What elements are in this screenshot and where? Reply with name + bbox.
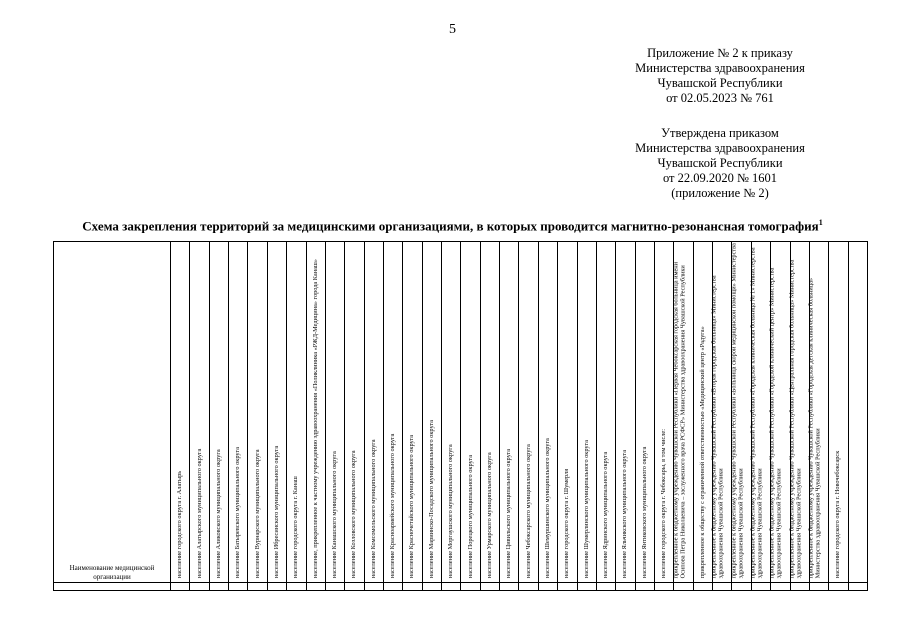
table-cell xyxy=(306,583,325,591)
table-cell xyxy=(616,583,635,591)
column-header-cell xyxy=(229,242,248,583)
page-number: 5 xyxy=(449,22,456,37)
table-cell xyxy=(229,583,248,591)
column-header-text: население Порецкого муниципального округа xyxy=(466,454,474,578)
column-header-text: население Ибресинского муниципального округа xyxy=(272,445,280,578)
column-header-cell xyxy=(171,242,190,583)
table-cell xyxy=(829,583,848,591)
column-header-text: население Аликовского муниципального округа xyxy=(214,449,222,578)
column-header-text: прикрепленное к бюджетному учреждению Чувашской Республики «Центральная городская больница» Министерства здравоохранения Чувашской Республики xyxy=(788,259,803,578)
column-header-cell xyxy=(674,242,693,583)
column-header-text: население Цивильского муниципального округа xyxy=(505,448,513,578)
territory-assignment-table xyxy=(53,241,868,591)
table-cell xyxy=(654,583,673,591)
column-header-text: население Красноармейского муниципального округа xyxy=(388,433,396,578)
table-cell xyxy=(500,583,519,591)
column-header-text: население городского округа г. Канаш xyxy=(292,476,300,578)
column-header-cell xyxy=(710,242,732,583)
column-header-text: население, прикрепленное к частному учреждению здравоохранения «Поликлиника «РЖД-Медицина» города Канаш» xyxy=(311,258,319,578)
column-header-cell xyxy=(190,242,209,583)
column-header-text: прикрепленное к бюджетному учреждению Чувашской Республики «Вторая городская больница» Министерства здравоохранения Чувашской Республики xyxy=(710,275,726,578)
column-header-cell xyxy=(538,242,557,583)
column-header-cell xyxy=(325,242,344,583)
column-header-cell xyxy=(558,242,577,583)
annex-line: Приложение № 2 к приказу xyxy=(647,46,793,60)
approval-line: Утверждена приказом xyxy=(661,126,779,140)
column-header-text: прикрепленное к бюджетному учреждению Чувашской Республики «Городская детская клиническая больница» Министерства здравоохранения Чувашской Республики xyxy=(807,277,822,578)
column-header-text: население Яльчикского муниципального округа xyxy=(621,449,629,578)
table-cell xyxy=(713,583,732,591)
column-header-text: население Красночетайского муниципального округа xyxy=(408,434,416,578)
organization-name-header: Наименование медицинской организации xyxy=(54,242,171,583)
table-cell xyxy=(519,583,538,591)
approval-line: Министерства здравоохранения xyxy=(635,141,805,155)
table-cell xyxy=(538,583,557,591)
table-cell xyxy=(558,583,577,591)
column-header-text: население Чебоксарского муниципального округа xyxy=(524,444,532,578)
column-header-cell xyxy=(209,242,228,583)
column-header-text: население городского округа г. Новочебоксарск xyxy=(834,450,842,578)
column-header-cell xyxy=(829,242,848,583)
column-header-text: прикрепленное к бюджетному учреждению Чувашской Республики «Первая Чебоксарская городская больница имени Осипова Петра Николаевича – заслуженного врача РСФСР» Министерства здравоохранения Чувашской Республики xyxy=(672,261,687,578)
table-cell xyxy=(442,583,461,591)
column-header-cell xyxy=(654,242,673,583)
column-header-text: население Ядринского муниципального округа xyxy=(601,451,609,578)
column-header-text: прикрепленное к бюджетному учреждению Чувашской Республики «Больница скорой медицинской помощи» Министерства здравоохранения Чувашской Республики xyxy=(730,242,745,578)
column-header-cell xyxy=(480,242,499,583)
table-cell xyxy=(267,583,286,591)
column-header-text: население Комсомольского муниципального округа xyxy=(369,439,377,578)
approval-line: (приложение № 2) xyxy=(671,186,769,200)
table-cell xyxy=(171,583,190,591)
table-cell xyxy=(209,583,228,591)
column-header-cell xyxy=(635,242,654,583)
annex-line: от 02.05.2023 № 761 xyxy=(666,91,774,105)
column-header-text: население Алатырского муниципального округа xyxy=(195,448,203,578)
scheme-title xyxy=(0,218,905,234)
column-header-text: население Шумерлинского муниципального округа xyxy=(582,439,590,578)
annex-line: Чувашской Республики xyxy=(657,76,783,90)
column-header-text: население городского округа г. Алатырь xyxy=(175,470,183,578)
table-cell xyxy=(422,583,441,591)
column-header-text: население Козловского муниципального округа xyxy=(350,450,358,578)
column-header-text: население городского округа г. Шумерля xyxy=(563,468,571,578)
table-cell xyxy=(693,583,712,591)
column-header-cell xyxy=(519,242,538,583)
table-cell xyxy=(383,583,402,591)
column-header-cell xyxy=(461,242,480,583)
column-header-text: население Вурнарского муниципального округа xyxy=(253,449,261,578)
column-header-text: прикрепленное к обществу с ограниченной ответственностью «Медицинский центр «Радуга» xyxy=(698,326,706,578)
annex-line: Министерства здравоохранения xyxy=(635,61,805,75)
footnote-marker: 1 xyxy=(818,218,823,227)
column-header-text: население Шемуршинского муниципального округа xyxy=(543,437,551,578)
table-cell xyxy=(54,583,171,591)
table-cell xyxy=(635,583,654,591)
column-header-cell xyxy=(768,242,790,583)
column-header-cell xyxy=(500,242,519,583)
scheme-title-text: Схема закрепления территорий за медицинскими организациями, в которых проводится магнитно-резонансная томография xyxy=(82,218,819,234)
column-header-cell xyxy=(306,242,325,583)
table-cell xyxy=(596,583,615,591)
annex-reference-block xyxy=(560,46,880,106)
column-header-text: население Урмарского муниципального округа xyxy=(485,452,493,578)
column-header-text: население Мариинско-Посадского муниципального округа xyxy=(427,419,435,578)
approval-line: от 22.09.2020 № 1601 xyxy=(662,171,778,185)
column-header-cell xyxy=(267,242,286,583)
column-header-cell xyxy=(809,242,828,583)
column-header-cell xyxy=(345,242,364,583)
approval-reference-block xyxy=(560,126,880,201)
column-header-text: население Моргаушского муниципального округа xyxy=(447,444,454,578)
approval-line: Чувашской Республики xyxy=(657,156,783,170)
column-header-cell xyxy=(596,242,615,583)
column-header-cell xyxy=(364,242,383,583)
column-header-cell xyxy=(287,242,306,583)
column-header-cell xyxy=(790,242,809,583)
column-header-cell xyxy=(248,242,267,583)
column-header-cell xyxy=(383,242,402,583)
table-cell xyxy=(364,583,383,591)
column-header-text: население городского округа г. Чебоксары, в том числе: xyxy=(659,428,667,578)
table-cell xyxy=(190,583,209,591)
column-header-text: население Янтиковского муниципального округа xyxy=(640,446,648,578)
table-cell xyxy=(790,583,809,591)
table-cell xyxy=(732,583,751,591)
table-cell xyxy=(325,583,344,591)
column-header-cell xyxy=(848,242,867,583)
column-header-text: прикрепленное к бюджетному учреждению Чувашской Республики «Городской клинический центр» Министерства здравоохранения Чувашской Республики xyxy=(768,267,784,578)
table-cell xyxy=(403,583,422,591)
table-cell xyxy=(345,583,364,591)
table-cell xyxy=(674,583,693,591)
column-header-cell xyxy=(442,242,461,583)
column-header-text: прикрепленное к бюджетному учреждению Чувашской Республики «Городская клиническая больница № 1» Министерства здравоохранения Чувашской Республики xyxy=(749,247,764,578)
table-cell xyxy=(461,583,480,591)
column-header-text: население Канашского муниципального округа xyxy=(330,451,338,578)
table-cell xyxy=(480,583,499,591)
column-header-cell xyxy=(577,242,596,583)
table-cell xyxy=(287,583,306,591)
table-cell xyxy=(248,583,267,591)
column-header-cell xyxy=(422,242,441,583)
table-cell xyxy=(809,583,828,591)
table-header-row xyxy=(54,242,868,583)
table-cell xyxy=(848,583,867,591)
table-cell xyxy=(771,583,790,591)
column-header-cell xyxy=(403,242,422,583)
table-cell xyxy=(577,583,596,591)
column-header-text: население Батыревского муниципального округа xyxy=(234,446,242,578)
column-header-cell xyxy=(732,242,751,583)
table-row xyxy=(54,583,868,591)
column-header-cell xyxy=(616,242,635,583)
table-cell xyxy=(751,583,770,591)
